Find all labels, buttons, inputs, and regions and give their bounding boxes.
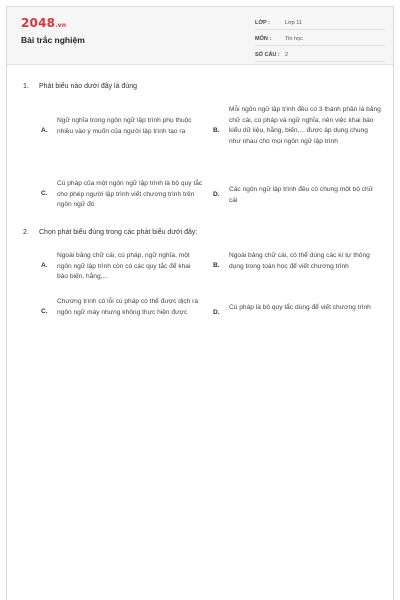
question-text: Chọn phát biểu đúng trong các phát biểu dưới đây: <box>39 229 198 236</box>
document-title: Bài trắc nghiệm <box>21 35 85 45</box>
meta-subject-value: Tin học <box>285 36 303 42</box>
option-text: Ngữ nghĩa trong ngôn ngữ lập trình phụ thuộc nhiều vào ý muốn của người lập trình tạo ra <box>57 117 192 135</box>
question-number: 1. <box>23 83 29 90</box>
option-letter: C. <box>41 190 48 197</box>
option-text: Mỗi ngôn ngữ lập trình đều có 3 thành phần là bảng chữ cái, cú pháp và ngữ nghĩa, nên việc khai báo kiểu dữ liệu, hằng, biến,... được áp dụng chung như nhau cho mọi ngôn ngữ lập trình <box>229 106 381 145</box>
site-logo[interactable] <box>21 16 66 30</box>
option-letter: B. <box>213 262 220 269</box>
meta-subject-label: MÔN : <box>255 36 272 42</box>
logo-text: 2048 <box>21 16 56 30</box>
option-letter: C. <box>41 308 48 315</box>
option-letter: D. <box>213 191 220 198</box>
logo-suffix: .vn <box>55 22 67 29</box>
option-text: Chương trình có lỗi cú pháp có thể được dịch ra ngôn ngữ máy nhưng không thực hiện được <box>57 298 198 316</box>
meta-class-label: LỚP : <box>255 20 270 26</box>
option-letter: D. <box>213 309 220 316</box>
option-text: Cú pháp là bộ quy tắc dùng để viết chương trình <box>229 304 371 311</box>
option-letter: B. <box>213 127 220 134</box>
meta-count-label: SỐ CÂU : <box>255 52 280 58</box>
meta-class-value: Lớp 11 <box>285 20 302 26</box>
option-text: Ngoài bảng chữ cái, có thể dùng các kí tự thông dụng trong toán học để viết chương trình <box>229 252 370 270</box>
meta-class-row <box>255 16 385 30</box>
option-text: Các ngôn ngữ lập trình đều có chung một bộ chữ cái <box>229 186 374 204</box>
option-letter: A. <box>41 127 48 134</box>
option-letter: A. <box>41 262 48 269</box>
question-text: Phát biểu nào dưới đây là đúng <box>39 83 138 90</box>
meta-subject-row <box>255 32 385 46</box>
document-header <box>7 7 393 65</box>
meta-count-row <box>255 48 385 62</box>
question-number: 2. <box>23 229 29 236</box>
document-sheet <box>6 6 394 600</box>
option-text: Cú pháp của một ngôn ngữ lập trình là bộ quy tắc cho phép người lập trình viết chương trình trên ngôn ngữ đó <box>57 180 203 208</box>
option-text: Ngoài bảng chữ cái, cú pháp, ngữ nghĩa, một ngôn ngữ lập trình còn có các quy tắc để khai báo biến, hằng,... <box>57 252 191 280</box>
meta-count-value: 2 <box>285 52 289 58</box>
